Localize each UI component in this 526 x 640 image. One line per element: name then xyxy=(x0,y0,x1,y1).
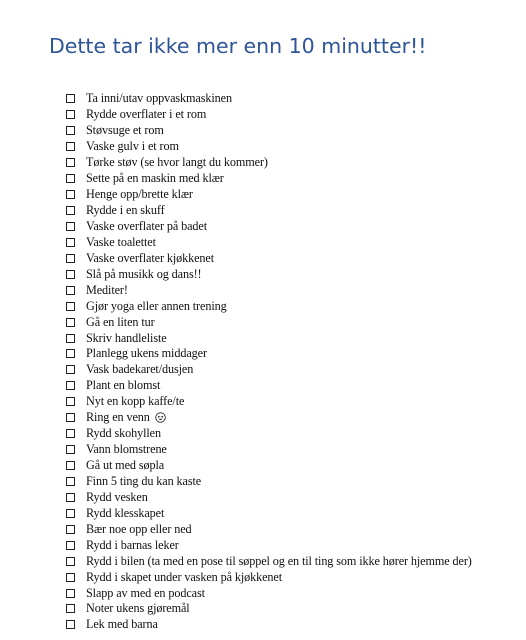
item-label: Planlegg ukens middager xyxy=(86,346,207,361)
list-item xyxy=(64,410,472,426)
checkbox-icon[interactable] xyxy=(66,557,75,566)
checkbox-icon[interactable] xyxy=(66,270,75,279)
item-label: Nyt en kopp kaffe/te xyxy=(86,394,185,409)
item-label: Vaske toalettet xyxy=(86,234,156,249)
list-item xyxy=(64,203,472,219)
checkbox-icon[interactable] xyxy=(66,381,75,390)
list-item xyxy=(64,330,472,346)
checkbox-icon[interactable] xyxy=(66,397,75,406)
checkbox-icon[interactable] xyxy=(66,254,75,263)
list-item xyxy=(64,553,472,569)
list-item xyxy=(64,139,472,155)
item-label: Ta inni/utav oppvaskmaskinen xyxy=(86,91,232,106)
checkbox-icon[interactable] xyxy=(66,349,75,358)
checkbox-icon[interactable] xyxy=(66,318,75,327)
item-label: Finn 5 ting du kan kaste xyxy=(86,473,202,488)
list-item xyxy=(64,378,472,394)
item-label: Noter ukens gjøremål xyxy=(86,601,190,616)
list-item xyxy=(64,171,472,187)
item-label: Gå ut med søpla xyxy=(86,458,165,473)
checkbox-icon[interactable] xyxy=(66,509,75,518)
item-label: Vaske overflater kjøkkenet xyxy=(86,250,215,265)
item-label: Slapp av med en podcast xyxy=(86,585,205,600)
list-item xyxy=(64,585,472,601)
list-item xyxy=(64,298,472,314)
checkbox-icon[interactable] xyxy=(66,413,75,422)
list-item xyxy=(64,155,472,171)
smiley-icon xyxy=(155,412,166,423)
list-item xyxy=(64,219,472,235)
list-item xyxy=(64,521,472,537)
item-label: Vask badekaret/dusjen xyxy=(86,362,194,377)
checkbox-icon[interactable] xyxy=(66,589,75,598)
list-item xyxy=(64,601,472,617)
checkbox-icon[interactable] xyxy=(66,429,75,438)
checkbox-icon[interactable] xyxy=(66,365,75,374)
checkbox-icon[interactable] xyxy=(66,620,75,629)
checklist xyxy=(64,91,472,633)
list-item xyxy=(64,346,472,362)
checkbox-icon[interactable] xyxy=(66,525,75,534)
list-item xyxy=(64,314,472,330)
item-label: Gå en liten tur xyxy=(86,314,155,329)
list-item xyxy=(64,187,472,203)
checkbox-icon[interactable] xyxy=(66,126,75,135)
list-item xyxy=(64,362,472,378)
list-item xyxy=(64,458,472,474)
checkbox-icon[interactable] xyxy=(66,493,75,502)
item-label: Vaske overflater på badet xyxy=(86,218,208,233)
list-item xyxy=(64,442,472,458)
list-item xyxy=(64,426,472,442)
list-item xyxy=(64,394,472,410)
checkbox-icon[interactable] xyxy=(66,190,75,199)
list-item xyxy=(64,569,472,585)
item-label: Slå på musikk og dans!! xyxy=(86,266,202,281)
checkbox-icon[interactable] xyxy=(66,286,75,295)
list-item xyxy=(64,91,472,107)
list-item xyxy=(64,282,472,298)
list-item xyxy=(64,474,472,490)
checkbox-icon[interactable] xyxy=(66,174,75,183)
checkbox-icon[interactable] xyxy=(66,541,75,550)
item-label: Sette på en maskin med klær xyxy=(86,171,224,186)
item-label: Rydd i barnas leker xyxy=(86,537,179,552)
list-item xyxy=(64,123,472,139)
item-label: Ring en venn xyxy=(86,410,150,425)
item-label: Henge opp/brette klær xyxy=(86,187,193,202)
checkbox-icon[interactable] xyxy=(66,334,75,343)
item-label: Rydde i en skuff xyxy=(86,203,165,218)
item-label: Skriv handleliste xyxy=(86,330,167,345)
item-label: Gjør yoga eller annen trening xyxy=(86,298,227,313)
checkbox-icon[interactable] xyxy=(66,604,75,613)
list-item xyxy=(64,107,472,123)
item-label: Tørke støv (se hvor langt du kommer) xyxy=(86,155,268,170)
list-item xyxy=(64,250,472,266)
checkbox-icon[interactable] xyxy=(66,477,75,486)
checkbox-icon[interactable] xyxy=(66,238,75,247)
item-label: Rydd klesskapet xyxy=(86,505,165,520)
checkbox-icon[interactable] xyxy=(66,158,75,167)
item-label: Vaske gulv i et rom xyxy=(86,139,179,154)
item-label: Rydd i skapet under vasken på kjøkkenet xyxy=(86,569,282,584)
checkbox-icon[interactable] xyxy=(66,222,75,231)
page-title: Dette tar ikke mer enn 10 minutter!! xyxy=(49,34,427,58)
checkbox-icon[interactable] xyxy=(66,110,75,119)
item-label: Rydd vesken xyxy=(86,489,148,504)
checkbox-icon[interactable] xyxy=(66,206,75,215)
item-label: Rydd skohyllen xyxy=(86,426,161,441)
list-item xyxy=(64,617,472,633)
item-label: Støvsuge et rom xyxy=(86,123,164,138)
item-label: Bær noe opp eller ned xyxy=(86,521,192,536)
item-label: Rydd i bilen (ta med en pose til søppel og en til ting som ikke hører hjemme der) xyxy=(86,553,472,568)
item-label: Mediter! xyxy=(86,282,128,297)
list-item xyxy=(64,489,472,505)
checkbox-icon[interactable] xyxy=(66,94,75,103)
item-label: Vann blomstrene xyxy=(86,442,167,457)
list-item xyxy=(64,537,472,553)
list-item xyxy=(64,234,472,250)
checkbox-icon[interactable] xyxy=(66,461,75,470)
checkbox-icon[interactable] xyxy=(66,142,75,151)
checkbox-icon[interactable] xyxy=(66,573,75,582)
item-label: Rydde overflater i et rom xyxy=(86,107,207,122)
checkbox-icon[interactable] xyxy=(66,445,75,454)
list-item xyxy=(64,505,472,521)
list-item xyxy=(64,266,472,282)
item-label: Lek med barna xyxy=(86,617,158,632)
checkbox-icon[interactable] xyxy=(66,302,75,311)
item-label: Plant en blomst xyxy=(86,378,161,393)
